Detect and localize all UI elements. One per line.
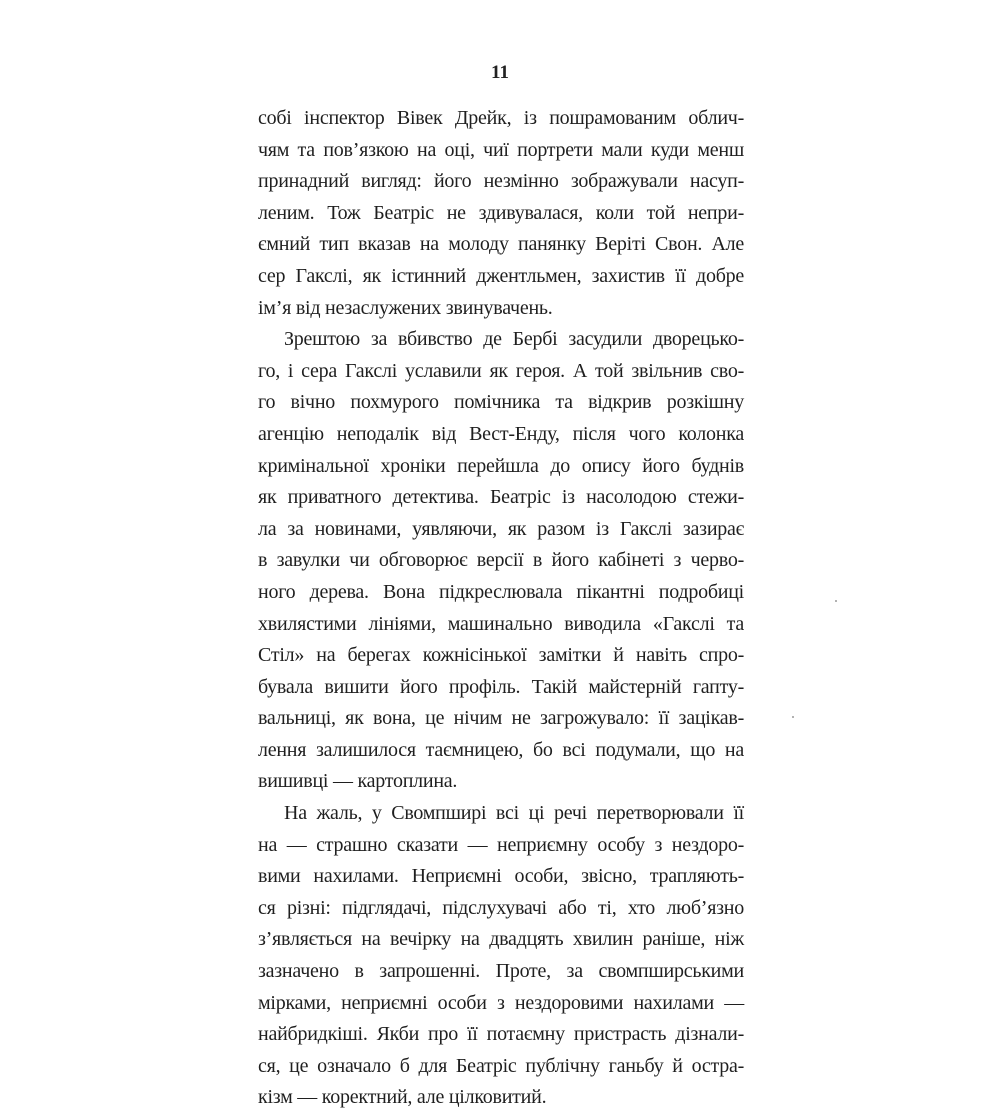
paragraph-1 [258,103,744,324]
text-line: ім’я від незаслужених звинувачень. [258,296,553,319]
text-line: ла за новинами, уявляючи, як разом із Гакслі зазирає [258,517,744,540]
scan-speck [835,600,837,602]
text-line: з’являється на вечірку на двадцять хвилин раніше, ніж [258,928,744,951]
text-line: собі інспектор Вівек Дрейк, із пошрамованим облич- [258,107,744,129]
text-line: чям та пов’язкою на оці, чиї портрети мали куди менш [258,138,744,161]
text-line: на — страшно сказати — неприємну особу з нездоро- [258,833,744,856]
text-line: леним. Тож Беатріс не здивувалася, коли той непри- [258,201,744,224]
text-line: го, і сера Гакслі уславили як героя. А той звільнив сво- [258,359,744,382]
text-line: вальниці, як вона, це нічим не загрожувало: її зацікав- [258,707,744,730]
text-line: принадний вигляд: його незмінно зображували насуп- [258,170,744,193]
page-number: 11 [491,62,509,83]
text-line: вими нахилами. Неприємні особи, звісно, трапляють- [258,865,744,888]
text-line: ся різні: підглядачі, підслухувачі або ті, хто люб’язно [258,896,744,919]
text-line: як приватного детектива. Беатріс із насолодою стежи- [258,486,744,509]
text-line: найбридкіші. Якби про її потаємну пристрасть дізнали- [258,1023,744,1046]
text-line: вишивці — картоплина. [258,770,458,793]
text-line: лення залишилося таємницею, бо всі подумали, що на [258,738,744,761]
paragraph-2 [258,324,744,798]
text-line: На жаль, у Свомпширі всі ці речі перетворювали її [284,802,744,825]
text-line: Стіл» на берегах кожнісінької замітки й навіть спро- [258,644,744,667]
text-line: Зрештою за вбивство де Бербі засудили дворецько- [284,328,744,351]
text-line: кізм — коректний, але цілковитий. [258,1086,547,1109]
scan-speck [792,716,794,718]
text-line: ємний тип вказав на молоду панянку Веріті Свон. Але [258,233,744,256]
text-line: хвилястими лініями, машинально виводила «Гакслі та [258,612,744,635]
text-line: го вічно похмурого помічника та відкрив розкішну [258,391,744,414]
text-line: в завулки чи обговорює версії в його кабінеті з черво- [258,549,744,572]
text-line: бувала вишити його профіль. Такій майстерній гапту- [258,675,744,698]
text-line: ся, це означало б для Беатріс публічну ганьбу й остра- [258,1054,744,1077]
text-line: сер Гакслі, як істинний джентльмен, захистив її добре [258,264,744,287]
text-line: ного дерева. Вона підкреслювала пікантні подробиці [258,580,744,603]
text-line: мірками, неприємні особи з нездоровими нахилами — [258,991,744,1014]
text-line: зазначено в запрошенні. Проте, за свомпширськими [258,960,744,983]
text-line: агенцію неподалік від Вест-Енду, після чого колонка [258,422,744,445]
text-line: кримінальної хроніки перейшла до опису його буднів [258,454,744,477]
body-text [258,103,744,1114]
paragraph-3 [258,798,744,1114]
